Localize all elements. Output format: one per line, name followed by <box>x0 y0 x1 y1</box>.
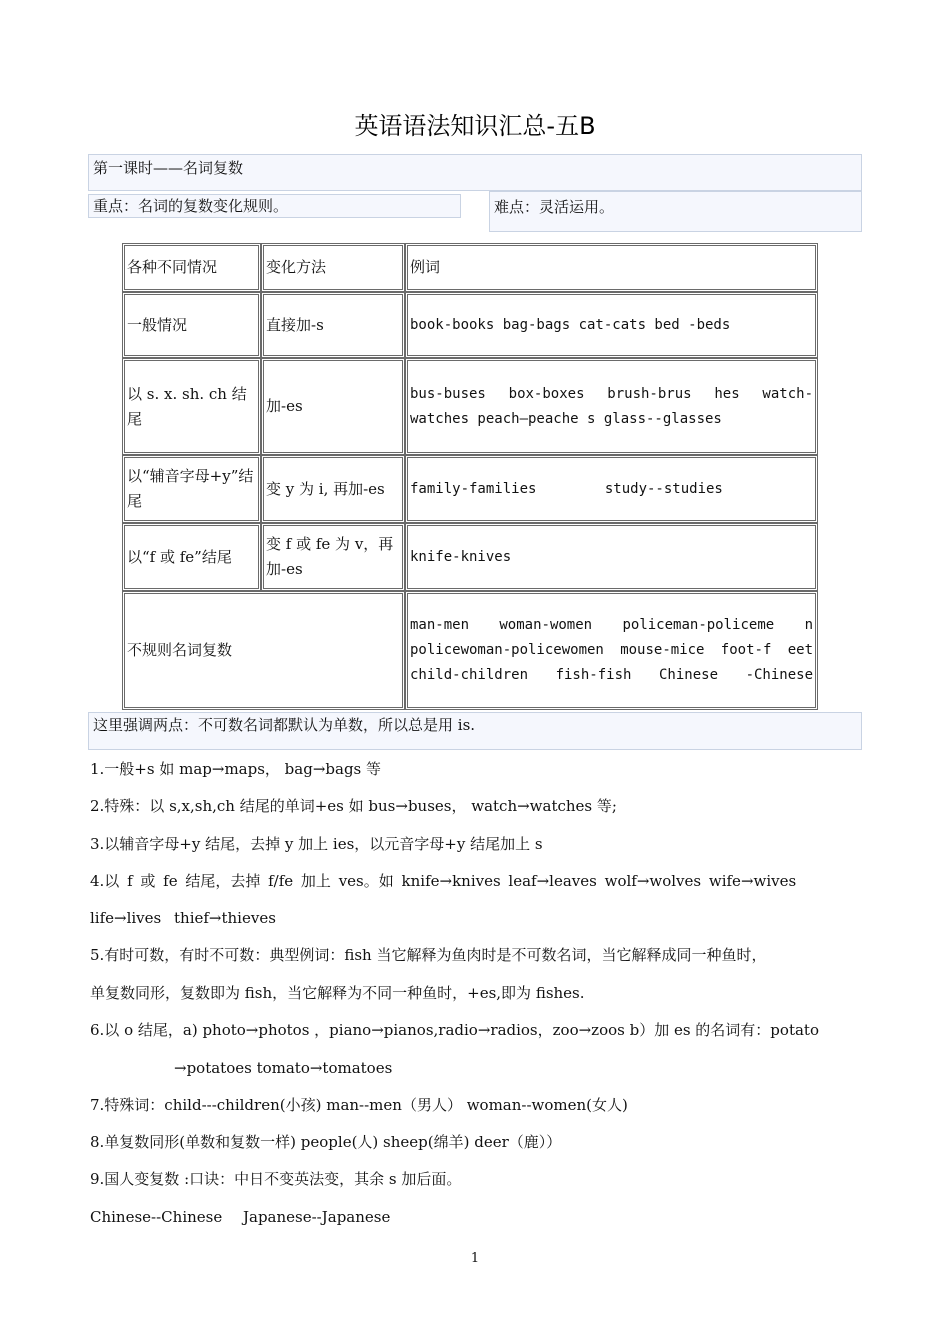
rule-line: 8.单复数同形(单数和复数一样) people(人) sheep(绵羊) deer（鹿）） <box>90 1133 562 1151</box>
table-row-method: 变 y 为 i, 再加-es <box>261 455 405 523</box>
table-header-method: 变化方法 <box>261 243 405 292</box>
table-row-case: 一般情况 <box>122 292 261 358</box>
plural-rules-table <box>122 243 818 710</box>
key-point: 重点：名词的复数变化规则。 <box>88 194 461 218</box>
table-row-example: man-men woman-women policeman-policeme n policewoman-policewomen mouse-mice foot-f eet child-children fish-fish Chinese -Chinese <box>405 591 818 710</box>
table-row-case: 以 s. x. sh. ch 结尾 <box>122 358 261 455</box>
rule-line: 9.国人变复数 :口诀：中日不变英法变，其余 s 加后面。 <box>90 1170 462 1188</box>
lesson-header: 第一课时——名词复数 <box>88 154 862 191</box>
table-header-case: 各种不同情况 <box>122 243 261 292</box>
table-row-method: 直接加-s <box>261 292 405 358</box>
rule-line: 6.以 o 结尾，a) photo→photos ，piano→pianos,radio→radios，zoo→zoos b）加 es 的名词有：potato <box>90 1021 819 1039</box>
rule-line: 5.有时可数，有时不可数：典型例词：fish 当它解释为鱼肉时是不可数名词，当它解释成同一种鱼时， <box>90 946 767 964</box>
table-row-example: family-families study--studies <box>405 455 818 523</box>
rule-line: 1.一般+s 如 map→maps， bag→bags 等 <box>90 760 382 778</box>
table-row-method: 加-es <box>261 358 405 455</box>
rule-line: →potatoes tomato→tomatoes <box>174 1059 393 1077</box>
table-row-case: 以“辅音字母+y”结尾 <box>122 455 261 523</box>
rule-line: 4.以 f 或 fe 结尾，去掉 f/fe 加上 ves。如 knife→knives leaf→leaves wolf→wolves wife→wives <box>90 872 797 890</box>
rule-line: Chinese--Chinese Japanese--Japanese <box>90 1208 391 1226</box>
table-row-example: knife-knives <box>405 523 818 591</box>
table-row-case: 不规则名词复数 <box>122 591 405 710</box>
table-header-example: 例词 <box>405 243 818 292</box>
rule-line: 7.特殊词：child---children(小孩) man--men（男人） woman--women(女人) <box>90 1096 628 1114</box>
table-row-example: bus-buses box-boxes brush-brus hes watch-watches peach—peache s glass--glasses <box>405 358 818 455</box>
emphasis-note: 这里强调两点：不可数名词都默认为单数，所以总是用 is. <box>88 712 862 750</box>
rule-line: 3.以辅音字母+y 结尾，去掉 y 加上 ies，以元音字母+y 结尾加上 s <box>90 835 543 853</box>
rule-line: life→lives thief→thieves <box>90 909 276 927</box>
page-number: 1 <box>470 1251 480 1266</box>
difficulty-point: 难点：灵活运用。 <box>489 191 862 232</box>
page-title: 英语语法知识汇总-五B <box>354 112 596 140</box>
table-row-method: 变 f 或 fe 为 v，再加-es <box>261 523 405 591</box>
rule-line: 单复数同形，复数即为 fish，当它解释为不同一种鱼时，+es,即为 fishes. <box>90 984 585 1002</box>
table-row-example: book-books bag-bags cat-cats bed -beds <box>405 292 818 358</box>
table-row-case: 以“f 或 fe”结尾 <box>122 523 261 591</box>
rule-line: 2.特殊：以 s,x,sh,ch 结尾的单词+es 如 bus→buses， watch→watches 等; <box>90 797 617 815</box>
